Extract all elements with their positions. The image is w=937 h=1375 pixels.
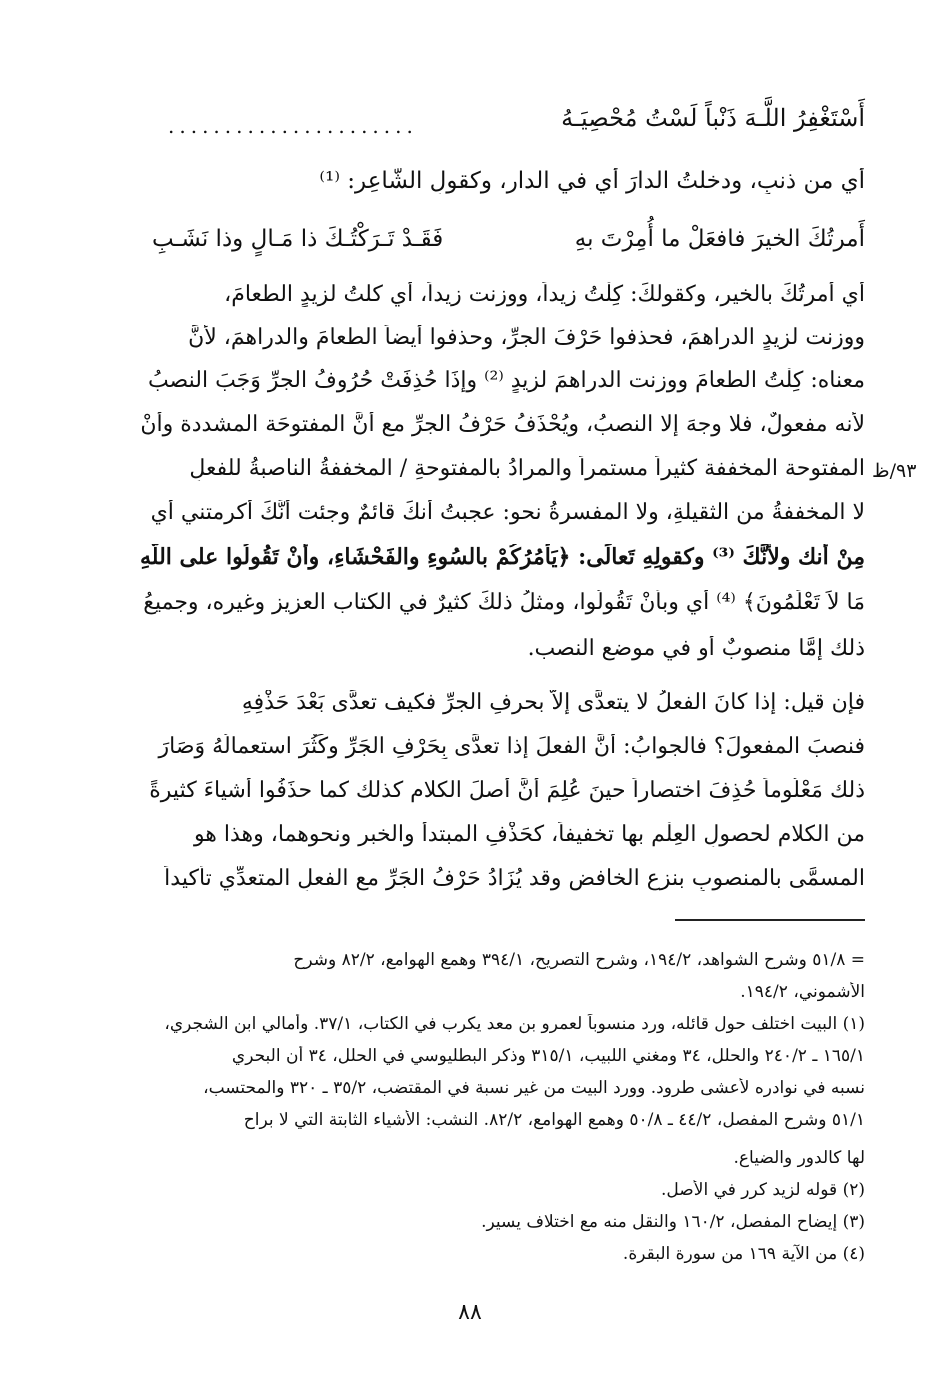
verse-first-hemistich: أَسْتَغْفِرُ اللَّـهَ ذَنْباً لَسْتُ مُحْصِيَـهُ xyxy=(561,104,865,132)
body-line: مَا لاَ تَعْلَمُونَ﴾ ⁽⁴⁾ أي وبأنْ تَقُولُوا، ومثلُ ذلكَ كثيرٌ في الكتاب العزيز وغيره، وجميعُ xyxy=(143,590,865,615)
body-line: ووزنت لزيدٍ الدراهمَ، فحذفوا حَرْفَ الجرِّ، وحذفوا أيضاً الطعامَ والدراهمَ، لأنَّ xyxy=(188,325,865,350)
footnote-line: ١٦٥/١ ـ ٢٤٠/٢ والحلل، ٣٤ ومغني اللبيب، ٣١٥/١ وذكر البطليوسي في الحلل، ٣٤ أن البحري xyxy=(231,1046,865,1066)
footnote-line: (١) البيت اختلف حول قائله، ورد منسوباً لعمرو بن معد يكرب في الكتاب، ٣٧/١. وأمالي ابن الشجري، xyxy=(164,1014,865,1034)
footnote-divider xyxy=(675,919,865,921)
question-line: ذلك مَعْلُوماً حُذِفَ اختصاراً حينَ عُلِمَ أَنَّ أصلَ الكلام كذلك كما حذَفُوا أشياءَ كثيرةً xyxy=(149,778,865,803)
footnote-line: (٤) من الآية ١٦٩ من سورة البقرة. xyxy=(622,1244,865,1264)
verse-ellipsis: ...................... xyxy=(168,114,418,138)
verse-second-left-hemistich: فَقَـدْ تَـرَكْتُـكَ ذا مَـالٍ وذا نَشَـبِ xyxy=(152,226,444,252)
body-line: لأنه مفعولٌ، فلا وجهَ إلا النصبُ، ويُحْذَفُ حَرْفُ الجرِّ مع أَنَّ المفتوحَة المشددة وأَنْ xyxy=(140,412,865,437)
body-line-quran: مِنْ أنك ولأَنَّكَ ⁽³⁾ وكقولِهِ تَعالَى: ﴿يَأْمُرُكُمْ بالسُوءِ والفَحْشَاءِ، وأَنْ تَقُولُوا على اللَّهِ xyxy=(140,544,865,570)
footnote-line: نسبه في نوادره لأعشى طرود. وورد البيت من غير نسبة في المقتضب، ٣٥/٢ ـ ٣٢٠ والمحتسب، xyxy=(203,1078,865,1098)
footnote-line: (٢) قوله لزيد كرر في الأصل. xyxy=(661,1180,865,1200)
footnote-line: = ٥١/٨ وشرح الشواهد، ١٩٤/٢، وشرح التصريح، ٣٩٤/١ وهمع الهوامع، ٨٢/٢ وشرح xyxy=(293,950,865,970)
text-line-intro: أي من ذنبٍ، ودخلتُ الدارَ أي في الدار، وكقولِ الشَّاعِرِ: ⁽¹⁾ xyxy=(319,168,865,194)
footnote-line: لها كالدور والضياع. xyxy=(733,1148,865,1168)
body-line: لا المخففةُ من الثقيلةِ، ولا المفسرةُ نحو: عجبتُ أنكَ قائمٌ وجئت أَنَّكَ أكرمتني أي xyxy=(150,500,865,525)
verse-second-right-hemistich: أَمرتُكَ الخيرَ فافعَلْ ما أُمِرْتَ بهِ xyxy=(574,226,865,252)
footnote-line: ٥١/١ وشرح المفصل، ٤٤/٢ ـ ٥٠/٨ وهمع الهوامع، ٨٢/٢. النشب: الأشياء الثابتة التي لا براح xyxy=(243,1110,865,1130)
footnote-line: (٣) إيضاح المفصل، ١٦٠/٢ والنقل منه مع اختلاف يسير. xyxy=(481,1212,865,1232)
body-line: أي أمرتُكَ بالخيرِ، وكقولكَ: كِلْتُ زيداً، ووزنت زيداً، أَي كلتُ لزيدٍ الطعامَ، xyxy=(224,282,865,307)
body-line: ذلك إمَّا منصوبٌ أو في موضعِ النصب. xyxy=(527,636,865,661)
question-line: من الكلام لحصولِ العِلْمِ بها تخفيفاً، كحَذْفِ المبتدأ والخبر ونحوهما، وهذا هو xyxy=(193,822,865,847)
question-line: فإن قيل: إذا كانَ الفعلُ لا يتعدَّى إلاَّ بحرفِ الجرِّ فكيف تعدَّى بَعْدَ حَذْفِهِ xyxy=(241,690,865,715)
question-line: فنصبَ المفعولَ؟ فالجوابُ: أَنَّ الفعلَ إذا تعدَّى بِحَرْفِ الجَرِّ وكَثُرَ استعمالُهُ وَصَارَ xyxy=(158,734,865,759)
footnote-line: الأشموني، ١٩٤/٢. xyxy=(740,982,865,1002)
question-line: المسمَّى بالمنصوبِ بنزعِ الخافضِ وقد يُزَادُ حَرْفُ الجَرِّ مع الفعلِ المتعدِّي تأكيداً xyxy=(164,866,865,891)
body-line: معناه: كِلْتُ الطعامَ ووزنت الدراهمَ لزيدٍ ⁽²⁾ وإذَا حُذِفَتْ حُرُوفُ الجرِّ وَجَبَ النصبُ xyxy=(147,368,865,393)
body-line: المفتوحة المخففة كثيراً مستمراً والمرادُ بالمفتوحةِ / المخففةُ الناصبةُ للفعلِ xyxy=(189,456,865,481)
page-number: ٨٨ xyxy=(458,1300,482,1325)
margin-folio-note: ٩٣/ظ xyxy=(872,460,917,482)
